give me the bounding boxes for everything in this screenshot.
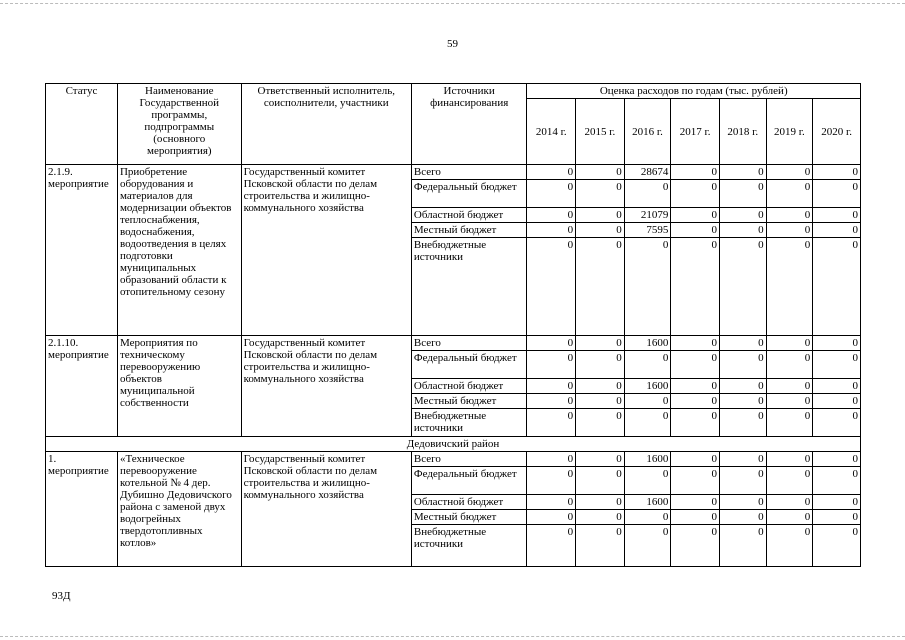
section-row (46, 437, 861, 452)
bottom-edge-line (0, 636, 905, 637)
value-cell: 0 (813, 379, 861, 394)
value-cell: 0 (671, 409, 720, 437)
page-number: 59 (447, 38, 458, 50)
source-cell: Местный бюджет (411, 223, 527, 238)
source-cell: Местный бюджет (411, 510, 527, 525)
value-cell: 0 (719, 495, 766, 510)
program-name-cell: Мероприятия по техническому перевооружению объектов муниципальной собственности (117, 336, 241, 437)
value-cell: 1600 (624, 495, 671, 510)
value-cell: 0 (719, 351, 766, 379)
value-cell: 0 (766, 394, 813, 409)
value-cell: 0 (576, 379, 625, 394)
year-header: 2015 г. (576, 99, 625, 165)
value-cell: 0 (576, 223, 625, 238)
value-cell: 0 (527, 165, 576, 180)
value-cell: 0 (576, 180, 625, 208)
value-cell: 0 (813, 223, 861, 238)
value-cell: 0 (671, 379, 720, 394)
status-cell: 2.1.9. мероприятие (46, 165, 118, 336)
value-cell: 0 (719, 394, 766, 409)
year-header: 2014 г. (527, 99, 576, 165)
value-cell: 0 (813, 409, 861, 437)
value-cell: 0 (719, 238, 766, 336)
value-cell: 1600 (624, 452, 671, 467)
year-header: 2016 г. (624, 99, 671, 165)
table-row (46, 452, 861, 467)
footer-code: 93Д (52, 590, 71, 602)
value-cell: 0 (527, 467, 576, 495)
value-cell: 0 (719, 467, 766, 495)
value-cell: 0 (766, 525, 813, 567)
program-name-cell: Приобретение оборудования и материалов для модернизации объектов теплоснабжения, водоснабжения, водоотведения в целях подготовки муниципальных образований области к отопительному сезону (117, 165, 241, 336)
value-cell: 0 (671, 394, 720, 409)
value-cell: 0 (766, 409, 813, 437)
value-cell: 0 (624, 351, 671, 379)
status-cell: 1. мероприятие (46, 452, 118, 567)
value-cell: 0 (576, 409, 625, 437)
value-cell: 0 (813, 495, 861, 510)
value-cell: 0 (576, 495, 625, 510)
value-cell: 0 (527, 336, 576, 351)
value-cell: 0 (719, 525, 766, 567)
status-cell: 2.1.10. мероприятие (46, 336, 118, 437)
executor-cell: Государственный комитет Псковской области по делам строительства и жилищно-коммунального хозяйства (241, 452, 411, 567)
value-cell: 0 (624, 409, 671, 437)
value-cell: 0 (813, 180, 861, 208)
source-cell: Внебюджетные источники (411, 409, 527, 437)
value-cell: 0 (576, 394, 625, 409)
value-cell: 0 (813, 394, 861, 409)
year-header: 2019 г. (766, 99, 813, 165)
value-cell: 0 (576, 165, 625, 180)
value-cell: 0 (527, 409, 576, 437)
value-cell: 0 (766, 238, 813, 336)
year-header: 2020 г. (813, 99, 861, 165)
value-cell: 0 (576, 525, 625, 567)
value-cell: 0 (671, 467, 720, 495)
value-cell: 0 (766, 180, 813, 208)
value-cell: 0 (766, 223, 813, 238)
source-cell: Внебюджетные источники (411, 238, 527, 336)
value-cell: 0 (813, 510, 861, 525)
program-name-cell: «Техническое перевооружение котельной № 4 дер. Дубишно Дедовичского района с заменой двух водогрейных твердотопливных котлов» (117, 452, 241, 567)
value-cell: 0 (671, 452, 720, 467)
value-cell: 0 (527, 238, 576, 336)
value-cell: 0 (671, 238, 720, 336)
table-row (46, 336, 861, 351)
value-cell: 0 (671, 165, 720, 180)
value-cell: 0 (527, 351, 576, 379)
value-cell: 0 (719, 208, 766, 223)
source-cell: Внебюджетные источники (411, 525, 527, 567)
value-cell: 0 (671, 336, 720, 351)
value-cell: 0 (527, 180, 576, 208)
value-cell: 0 (813, 208, 861, 223)
value-cell: 0 (527, 208, 576, 223)
header-row (46, 84, 861, 99)
value-cell: 0 (576, 510, 625, 525)
header-program: Наименование Государственной программы, подпрограммы (основного мероприятия) (117, 84, 241, 165)
value-cell: 0 (766, 165, 813, 180)
value-cell: 0 (576, 238, 625, 336)
value-cell: 0 (813, 525, 861, 567)
value-cell: 0 (671, 525, 720, 567)
value-cell: 0 (671, 208, 720, 223)
value-cell: 0 (671, 510, 720, 525)
value-cell: 0 (624, 394, 671, 409)
source-cell: Областной бюджет (411, 208, 527, 223)
value-cell: 0 (576, 351, 625, 379)
value-cell: 0 (719, 336, 766, 351)
value-cell: 0 (527, 394, 576, 409)
value-cell: 1600 (624, 379, 671, 394)
value-cell: 28674 (624, 165, 671, 180)
value-cell: 0 (766, 351, 813, 379)
value-cell: 0 (719, 510, 766, 525)
value-cell: 0 (813, 452, 861, 467)
value-cell: 0 (576, 208, 625, 223)
value-cell: 21079 (624, 208, 671, 223)
source-cell: Федеральный бюджет (411, 467, 527, 495)
value-cell: 0 (576, 336, 625, 351)
value-cell: 0 (766, 467, 813, 495)
header-executor: Ответственный исполнитель, соисполнители, участники (241, 84, 411, 165)
value-cell: 0 (671, 351, 720, 379)
value-cell: 0 (766, 510, 813, 525)
header-estimate: Оценка расходов по годам (тыс. рублей) (527, 84, 861, 99)
value-cell: 0 (766, 452, 813, 467)
value-cell: 1600 (624, 336, 671, 351)
year-header: 2018 г. (719, 99, 766, 165)
value-cell: 0 (624, 525, 671, 567)
header-sources: Источники финансирования (411, 84, 527, 165)
value-cell: 0 (624, 238, 671, 336)
year-header: 2017 г. (671, 99, 720, 165)
value-cell: 0 (766, 336, 813, 351)
source-cell: Федеральный бюджет (411, 180, 527, 208)
value-cell: 0 (766, 208, 813, 223)
value-cell: 0 (671, 223, 720, 238)
value-cell: 0 (719, 180, 766, 208)
executor-cell: Государственный комитет Псковской области по делам строительства и жилищно-коммунального хозяйства (241, 165, 411, 336)
value-cell: 0 (719, 452, 766, 467)
value-cell: 0 (671, 180, 720, 208)
value-cell: 0 (719, 379, 766, 394)
source-cell: Федеральный бюджет (411, 351, 527, 379)
value-cell: 0 (624, 510, 671, 525)
value-cell: 0 (813, 165, 861, 180)
value-cell: 0 (813, 336, 861, 351)
source-cell: Всего (411, 452, 527, 467)
value-cell: 0 (766, 379, 813, 394)
value-cell: 0 (671, 495, 720, 510)
source-cell: Местный бюджет (411, 394, 527, 409)
value-cell: 0 (576, 452, 625, 467)
value-cell: 0 (527, 510, 576, 525)
value-cell: 0 (719, 165, 766, 180)
section-title: Дедовичский район (46, 437, 861, 452)
value-cell: 0 (527, 452, 576, 467)
source-cell: Областной бюджет (411, 495, 527, 510)
value-cell: 0 (719, 223, 766, 238)
top-edge-line (0, 3, 905, 4)
value-cell: 0 (813, 351, 861, 379)
value-cell: 0 (527, 379, 576, 394)
source-cell: Всего (411, 336, 527, 351)
value-cell: 0 (766, 495, 813, 510)
value-cell: 0 (527, 223, 576, 238)
value-cell: 0 (527, 525, 576, 567)
expenses-table (45, 83, 861, 567)
value-cell: 0 (624, 467, 671, 495)
source-cell: Областной бюджет (411, 379, 527, 394)
value-cell: 0 (624, 180, 671, 208)
value-cell: 0 (813, 238, 861, 336)
header-status: Статус (46, 84, 118, 165)
executor-cell: Государственный комитет Псковской области по делам строительства и жилищно-коммунального хозяйства (241, 336, 411, 437)
table-row (46, 165, 861, 180)
source-cell: Всего (411, 165, 527, 180)
value-cell: 0 (813, 467, 861, 495)
value-cell: 0 (576, 467, 625, 495)
value-cell: 7595 (624, 223, 671, 238)
value-cell: 0 (719, 409, 766, 437)
value-cell: 0 (527, 495, 576, 510)
